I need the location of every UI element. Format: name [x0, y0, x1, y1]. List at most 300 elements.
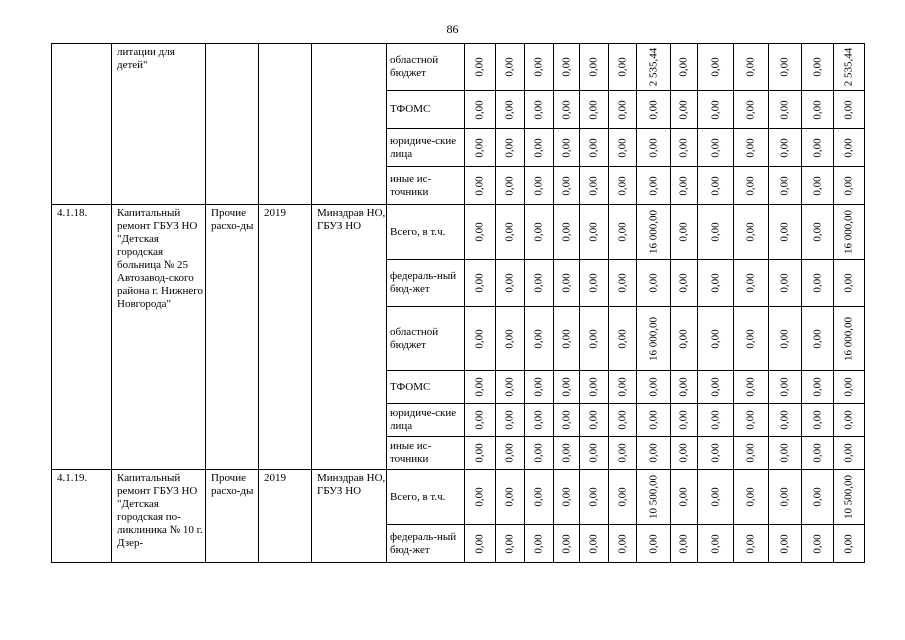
value: 0,00	[503, 99, 516, 120]
value-cell	[734, 44, 769, 91]
executor-cell	[312, 44, 387, 205]
value-cell	[496, 167, 525, 205]
value: 0,00	[560, 273, 572, 293]
funding-source-cell	[387, 91, 465, 129]
funding-source: Всего, в т.ч.	[390, 225, 446, 238]
value: 0,00	[532, 377, 545, 397]
value-cell	[525, 91, 554, 129]
value: 0,00	[677, 533, 690, 554]
value-cell	[734, 205, 769, 260]
value: 0,00	[473, 273, 486, 293]
value: 0,00	[744, 443, 757, 463]
value: 0,00	[560, 443, 572, 463]
value: 0,00	[811, 377, 823, 397]
value: 0,00	[709, 222, 721, 242]
value: 0,00	[709, 443, 721, 463]
value-cell	[769, 167, 802, 205]
value-cell	[637, 437, 671, 470]
value-cell	[698, 91, 734, 129]
value-cell	[609, 167, 637, 205]
value: 0,00	[709, 410, 721, 430]
table-row	[52, 205, 865, 260]
value-cell	[609, 260, 637, 307]
value-cell	[525, 167, 554, 205]
value: 0,00	[677, 328, 690, 349]
value: 0,00	[842, 273, 855, 293]
value: 0,00	[587, 175, 600, 196]
value-cell	[554, 470, 580, 525]
value: 0,00	[560, 137, 572, 158]
measure-name-cell	[112, 470, 206, 563]
value-cell	[580, 44, 609, 91]
value: 0,00	[677, 443, 690, 463]
value-cell	[802, 260, 834, 307]
value: 0,00	[532, 273, 545, 293]
value: 2 535,44	[842, 47, 855, 87]
value-cell	[465, 91, 496, 129]
value-cell	[637, 260, 671, 307]
value: 0,00	[503, 533, 516, 554]
value: 0,00	[744, 410, 757, 430]
value-cell	[802, 91, 834, 129]
value: 0,00	[616, 137, 628, 158]
value-cell	[580, 129, 609, 167]
value-cell	[525, 260, 554, 307]
value-cell	[554, 437, 580, 470]
value: 0,00	[647, 273, 659, 293]
value: 10 500,00	[842, 475, 855, 519]
value: 0,00	[532, 99, 545, 120]
value-cell	[671, 91, 698, 129]
funding-source: областной бюджет	[390, 325, 439, 351]
funding-source-cell	[387, 205, 465, 260]
value: 0,00	[560, 533, 572, 554]
value: 0,00	[811, 328, 823, 349]
funding-source: юридиче-ские лица	[390, 134, 457, 160]
value: 0,00	[811, 273, 823, 293]
value-cell	[734, 91, 769, 129]
value-cell	[580, 437, 609, 470]
value-cell	[769, 525, 802, 563]
value-cell	[734, 260, 769, 307]
row-number-cell	[52, 470, 112, 563]
page-number: 86	[446, 22, 459, 36]
value: 0,00	[532, 175, 545, 196]
value-cell	[834, 91, 865, 129]
value: 0,00	[503, 487, 516, 507]
value: 0,00	[503, 410, 516, 430]
value-cell	[525, 307, 554, 371]
value: 0,00	[532, 222, 545, 242]
value-cell	[698, 437, 734, 470]
value: 0,00	[616, 273, 628, 293]
value: 0,00	[677, 487, 690, 507]
value-cell	[769, 307, 802, 371]
value-cell	[525, 437, 554, 470]
value-cell	[525, 371, 554, 404]
value-cell	[525, 470, 554, 525]
value: 0,00	[709, 57, 721, 77]
value: 0,00	[842, 377, 855, 397]
value-cell	[637, 167, 671, 205]
value-cell	[609, 91, 637, 129]
value: 0,00	[587, 57, 600, 77]
value: 0,00	[842, 137, 855, 158]
value-cell	[698, 167, 734, 205]
value: 0,00	[473, 175, 486, 196]
value-cell	[580, 525, 609, 563]
value: 0,00	[587, 328, 600, 349]
value: 0,00	[587, 137, 600, 158]
value-cell	[734, 404, 769, 437]
value-cell	[834, 167, 865, 205]
value: 0,00	[560, 99, 572, 120]
value-cell	[769, 371, 802, 404]
value-cell	[671, 44, 698, 91]
value-cell	[465, 167, 496, 205]
value-cell	[734, 371, 769, 404]
value-cell	[698, 205, 734, 260]
value: 0,00	[778, 443, 791, 463]
value: 0,00	[744, 99, 757, 120]
value: 0,00	[811, 222, 823, 242]
funding-source: Всего, в т.ч.	[390, 490, 446, 503]
value: 0,00	[709, 273, 721, 293]
value-cell	[554, 404, 580, 437]
value-cell	[525, 205, 554, 260]
value-cell	[554, 167, 580, 205]
table-row	[52, 44, 865, 91]
value-cell	[554, 44, 580, 91]
value: 0,00	[677, 222, 690, 242]
value-cell	[554, 205, 580, 260]
value-cell	[769, 205, 802, 260]
value-cell	[802, 205, 834, 260]
value-cell	[698, 525, 734, 563]
value: 0,00	[811, 137, 823, 158]
value-cell	[609, 129, 637, 167]
value-cell	[496, 404, 525, 437]
value-cell	[496, 44, 525, 91]
value-cell	[769, 44, 802, 91]
value-cell	[465, 307, 496, 371]
measure-name: Капитальный ремонт ГБУЗ НО "Детская городская больница № 25 Автозавод-ского района г. Нижнего Новгорода"	[117, 207, 203, 310]
value: 0,00	[503, 222, 516, 242]
value: 0,00	[677, 273, 690, 293]
value: 0,00	[560, 377, 572, 397]
value: 0,00	[778, 137, 791, 158]
value: 0,00	[560, 57, 572, 77]
value: 0,00	[744, 273, 757, 293]
value: 0,00	[560, 410, 572, 430]
value: 0,00	[778, 487, 791, 507]
value: 0,00	[744, 377, 757, 397]
value-cell	[671, 205, 698, 260]
value-cell	[637, 470, 671, 525]
value-cell	[554, 371, 580, 404]
value-cell	[834, 371, 865, 404]
value: 0,00	[811, 533, 823, 554]
value: 0,00	[532, 487, 545, 507]
value-cell	[769, 470, 802, 525]
value: 0,00	[473, 328, 486, 349]
value-cell	[769, 91, 802, 129]
executor-cell	[312, 470, 387, 563]
funding-source: федераль-ный бюд-жет	[390, 530, 457, 556]
value: 0,00	[744, 175, 757, 196]
value: 0,00	[616, 222, 628, 242]
value-cell	[671, 307, 698, 371]
value-cell	[465, 470, 496, 525]
value: 0,00	[647, 175, 659, 196]
value: 0,00	[473, 443, 486, 463]
value: 0,00	[503, 443, 516, 463]
row-number: 4.1.19.	[57, 472, 88, 484]
value-cell	[496, 470, 525, 525]
value: 0,00	[778, 57, 791, 77]
value-cell	[834, 525, 865, 563]
value: 0,00	[616, 377, 628, 397]
value-cell	[734, 525, 769, 563]
value-cell	[834, 129, 865, 167]
value-cell	[769, 260, 802, 307]
value: 0,00	[587, 487, 600, 507]
value: 0,00	[709, 328, 721, 349]
value: 0,00	[709, 99, 721, 120]
value: 0,00	[473, 137, 486, 158]
value-cell	[637, 525, 671, 563]
value: 0,00	[647, 99, 659, 120]
executor-cell	[312, 205, 387, 470]
row-number-cell	[52, 205, 112, 470]
value-cell	[496, 437, 525, 470]
year: 2019	[264, 207, 286, 219]
value-cell	[802, 525, 834, 563]
value-cell	[671, 525, 698, 563]
value: 0,00	[587, 410, 600, 430]
funding-source: ТФОМС	[390, 380, 431, 393]
funding-source-cell	[387, 167, 465, 205]
value-cell	[525, 525, 554, 563]
value-cell	[609, 525, 637, 563]
funding-source-cell	[387, 437, 465, 470]
value: 0,00	[587, 533, 600, 554]
value: 0,00	[503, 175, 516, 196]
funding-source-cell	[387, 525, 465, 563]
value: 0,00	[587, 99, 600, 120]
value-cell	[580, 404, 609, 437]
value: 2 535,44	[647, 47, 659, 87]
value: 0,00	[677, 137, 690, 158]
value: 0,00	[744, 57, 757, 77]
value: 0,00	[811, 99, 823, 120]
value-cell	[834, 437, 865, 470]
value-cell	[525, 129, 554, 167]
value-cell	[465, 371, 496, 404]
value-cell	[465, 525, 496, 563]
value: 0,00	[842, 99, 855, 120]
year-cell	[259, 44, 312, 205]
value: 0,00	[560, 222, 572, 242]
value: 0,00	[677, 377, 690, 397]
value-cell	[609, 371, 637, 404]
value-cell	[734, 307, 769, 371]
value: 0,00	[778, 99, 791, 120]
value-cell	[734, 129, 769, 167]
value-cell	[554, 525, 580, 563]
value: 0,00	[778, 222, 791, 242]
value-cell	[698, 44, 734, 91]
value: 0,00	[677, 175, 690, 196]
value-cell	[734, 437, 769, 470]
value: 0,00	[532, 443, 545, 463]
year-cell	[259, 470, 312, 563]
value: 0,00	[647, 377, 659, 397]
value: 0,00	[647, 443, 659, 463]
value: 0,00	[616, 99, 628, 120]
value-cell	[465, 260, 496, 307]
value: 0,00	[560, 328, 572, 349]
year: 2019	[264, 472, 286, 484]
funding-source: федераль-ный бюд-жет	[390, 270, 457, 295]
value-cell	[580, 371, 609, 404]
value-cell	[637, 371, 671, 404]
value: 0,00	[778, 410, 791, 430]
value-cell	[637, 307, 671, 371]
value: 0,00	[744, 487, 757, 507]
value: 0,00	[616, 487, 628, 507]
value-cell	[525, 44, 554, 91]
value-cell	[580, 91, 609, 129]
value: 0,00	[532, 410, 545, 430]
value: 0,00	[842, 410, 855, 430]
value: 0,00	[709, 377, 721, 397]
value-cell	[580, 307, 609, 371]
value-cell	[496, 91, 525, 129]
row-number: 4.1.18.	[57, 207, 88, 219]
value: 0,00	[811, 487, 823, 507]
value: 0,00	[744, 222, 757, 242]
value: 0,00	[587, 443, 600, 463]
expense-type: Прочие расхо-ды	[211, 207, 254, 232]
value-cell	[554, 129, 580, 167]
value: 0,00	[778, 175, 791, 196]
value-cell	[834, 470, 865, 525]
funding-source: ТФОМС	[390, 103, 431, 115]
value: 0,00	[503, 137, 516, 158]
value-cell	[834, 44, 865, 91]
measure-name-cell	[112, 44, 206, 205]
value: 0,00	[473, 222, 486, 242]
value-cell	[671, 470, 698, 525]
value: 0,00	[473, 377, 486, 397]
value-cell	[802, 470, 834, 525]
value: 0,00	[744, 328, 757, 349]
table-row	[52, 470, 865, 525]
value-cell	[671, 260, 698, 307]
funding-source-cell	[387, 44, 465, 91]
value-cell	[698, 307, 734, 371]
funding-source-cell	[387, 404, 465, 437]
value-cell	[609, 404, 637, 437]
value: 0,00	[647, 410, 659, 430]
value-cell	[496, 307, 525, 371]
value: 0,00	[473, 57, 486, 77]
value-cell	[834, 205, 865, 260]
value: 0,00	[811, 175, 823, 196]
value: 0,00	[587, 377, 600, 397]
value-cell	[834, 307, 865, 371]
value-cell	[554, 307, 580, 371]
value: 0,00	[778, 273, 791, 293]
value-cell	[465, 129, 496, 167]
value: 0,00	[503, 377, 516, 397]
value-cell	[698, 260, 734, 307]
value: 0,00	[473, 99, 486, 120]
expense-type-cell	[206, 470, 259, 563]
value-cell	[554, 91, 580, 129]
value-cell	[609, 44, 637, 91]
value-cell	[637, 44, 671, 91]
value: 16 000,00	[647, 316, 659, 361]
value: 0,00	[811, 443, 823, 463]
funding-source: областной бюджет	[390, 54, 439, 79]
value: 0,00	[473, 533, 486, 554]
value: 0,00	[532, 328, 545, 349]
funding-source-cell	[387, 371, 465, 404]
expense-type: Прочие расхо-ды	[211, 472, 254, 497]
value: 0,00	[677, 57, 690, 77]
value-cell	[496, 371, 525, 404]
value: 16 000,00	[647, 210, 659, 254]
value: 0,00	[616, 328, 628, 349]
budget-table	[51, 43, 865, 563]
value-cell	[698, 129, 734, 167]
value: 0,00	[709, 137, 721, 158]
value: 0,00	[616, 57, 628, 77]
value: 0,00	[647, 137, 659, 158]
value: 0,00	[587, 222, 600, 242]
value-cell	[802, 44, 834, 91]
value: 16 000,00	[842, 316, 855, 361]
value: 0,00	[677, 99, 690, 120]
value-cell	[769, 437, 802, 470]
funding-source-cell	[387, 129, 465, 167]
value: 0,00	[532, 533, 545, 554]
value: 0,00	[560, 487, 572, 507]
value-cell	[769, 404, 802, 437]
value: 0,00	[842, 443, 855, 463]
funding-source: иные ис-точники	[390, 440, 432, 465]
value-cell	[637, 129, 671, 167]
value-cell	[496, 205, 525, 260]
value: 0,00	[709, 533, 721, 554]
value-cell	[496, 129, 525, 167]
value-cell	[698, 371, 734, 404]
measure-name-cell	[112, 205, 206, 470]
value-cell	[734, 167, 769, 205]
value-cell	[802, 307, 834, 371]
value-cell	[465, 44, 496, 91]
value: 0,00	[744, 137, 757, 158]
value-cell	[496, 525, 525, 563]
measure-name: Капитальный ремонт ГБУЗ НО "Детская городская по-ликлиника № 10 г. Дзер-	[117, 472, 203, 549]
value: 0,00	[842, 533, 855, 554]
value-cell	[580, 167, 609, 205]
value-cell	[671, 129, 698, 167]
value: 0,00	[532, 137, 545, 158]
value-cell	[834, 260, 865, 307]
